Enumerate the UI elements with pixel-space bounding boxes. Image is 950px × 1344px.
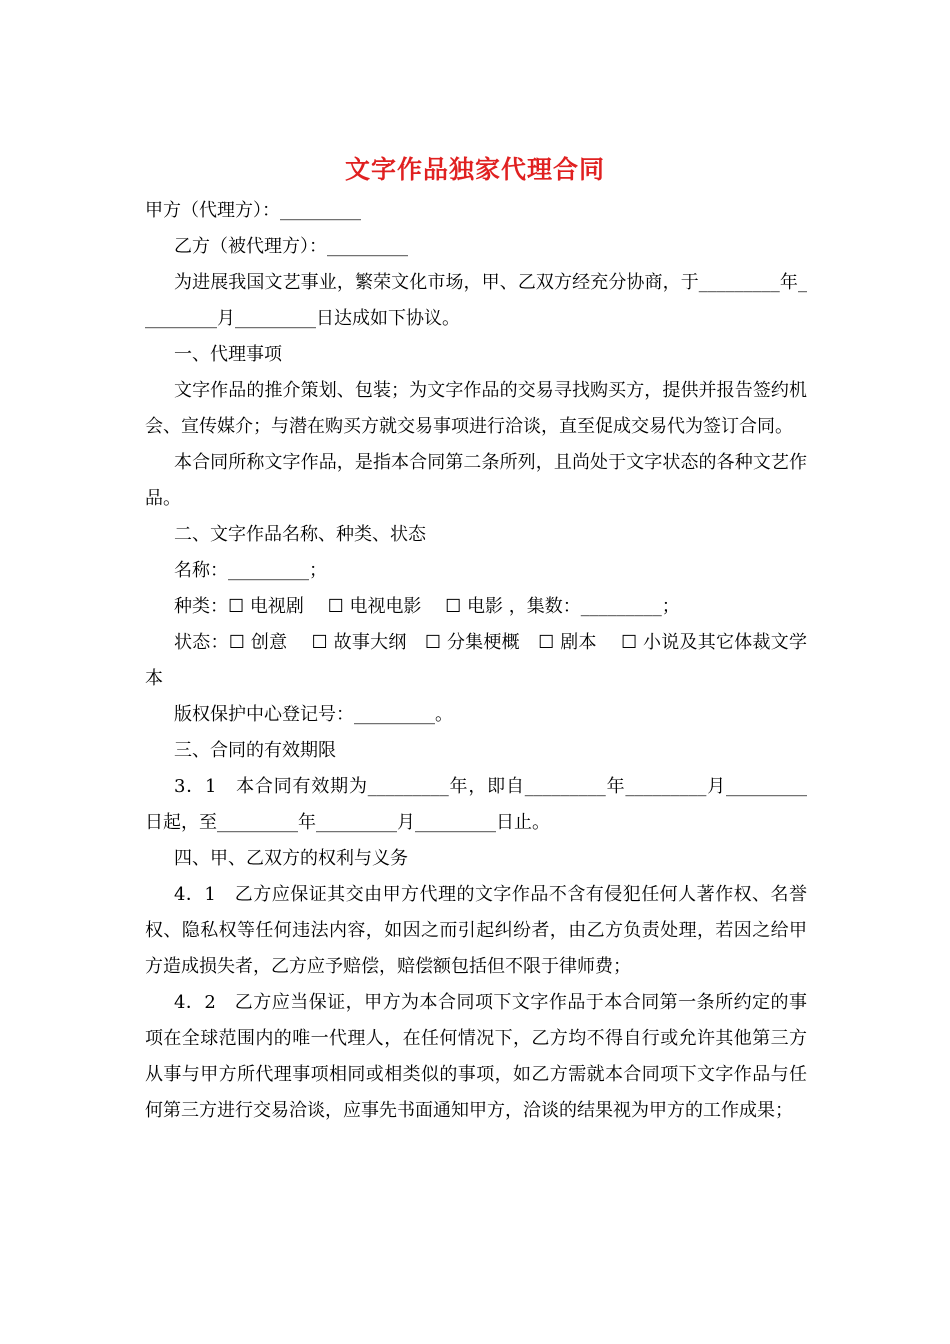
work-status-line: 状态：☐ 创意 ☐ 故事大纲 ☐ 分集梗概 ☐ 剧本 ☐ 小说及其它体裁文学本	[145, 632, 807, 689]
clause-4-1: 4．1 乙方应保证其交由甲方代理的文字作品不含有侵犯任何人著作权、名誉权、隐私权等任何违法内容，如因之而引起纠纷者，由乙方负责处理，若因之给甲方造成损失者，乙方应予赔偿，赔偿额包括但不限于律师费；	[145, 884, 807, 977]
section-1-definition: 本合同所称文字作品，是指本合同第二条所列，且尚处于文字状态的各种文艺作品。	[145, 452, 807, 509]
document-title: 文字作品独家代理合同	[344, 155, 605, 184]
section-heading-1: 一、代理事项	[174, 344, 282, 365]
work-type-line: 种类：☐ 电视剧 ☐ 电视电影 ☐ 电影 ，集数：_________；	[174, 596, 680, 617]
party-b-line: 乙方（被代理方）：_________	[174, 236, 408, 257]
clause-3-1: 3．1 本合同有效期为_________年，即自_________年_________月_________日起，至_________年_________月_________日止。	[145, 776, 807, 833]
section-heading-3: 三、合同的有效期限	[174, 740, 336, 761]
registration-number-line: 版权保护中心登记号：_________。	[174, 704, 453, 725]
party-a-line: 甲方（代理方）：_________	[145, 200, 361, 221]
section-1-paragraph: 文字作品的推介策划、包装；为文字作品的交易寻找购买方，提供并报告签约机会、宣传媒介；与潜在购买方就交易事项进行洽谈，直至促成交易代为签订合同。	[145, 380, 807, 437]
clause-4-2: 4．2 乙方应当保证，甲方为本合同项下文字作品于本合同第一条所约定的事项在全球范围内的唯一代理人，在任何情况下，乙方均不得自行或允许其他第三方从事与甲方所代理事项相同或相类似的事项，如乙方需就本合同项下文字作品与任何第三方进行交易洽谈，应事先书面通知甲方，洽谈的结果视为甲方的工作成果；	[145, 992, 807, 1121]
section-heading-4: 四、甲、乙双方的权利与义务	[174, 848, 408, 869]
preamble-paragraph: 为进展我国文艺事业，繁荣文化市场，甲、乙双方经充分协商，于_________年_________月_________日达成如下协议。	[145, 272, 807, 329]
document-body	[145, 193, 807, 1129]
section-heading-2: 二、文字作品名称、种类、状态	[174, 524, 426, 545]
work-name-line: 名称：_________；	[174, 560, 327, 581]
